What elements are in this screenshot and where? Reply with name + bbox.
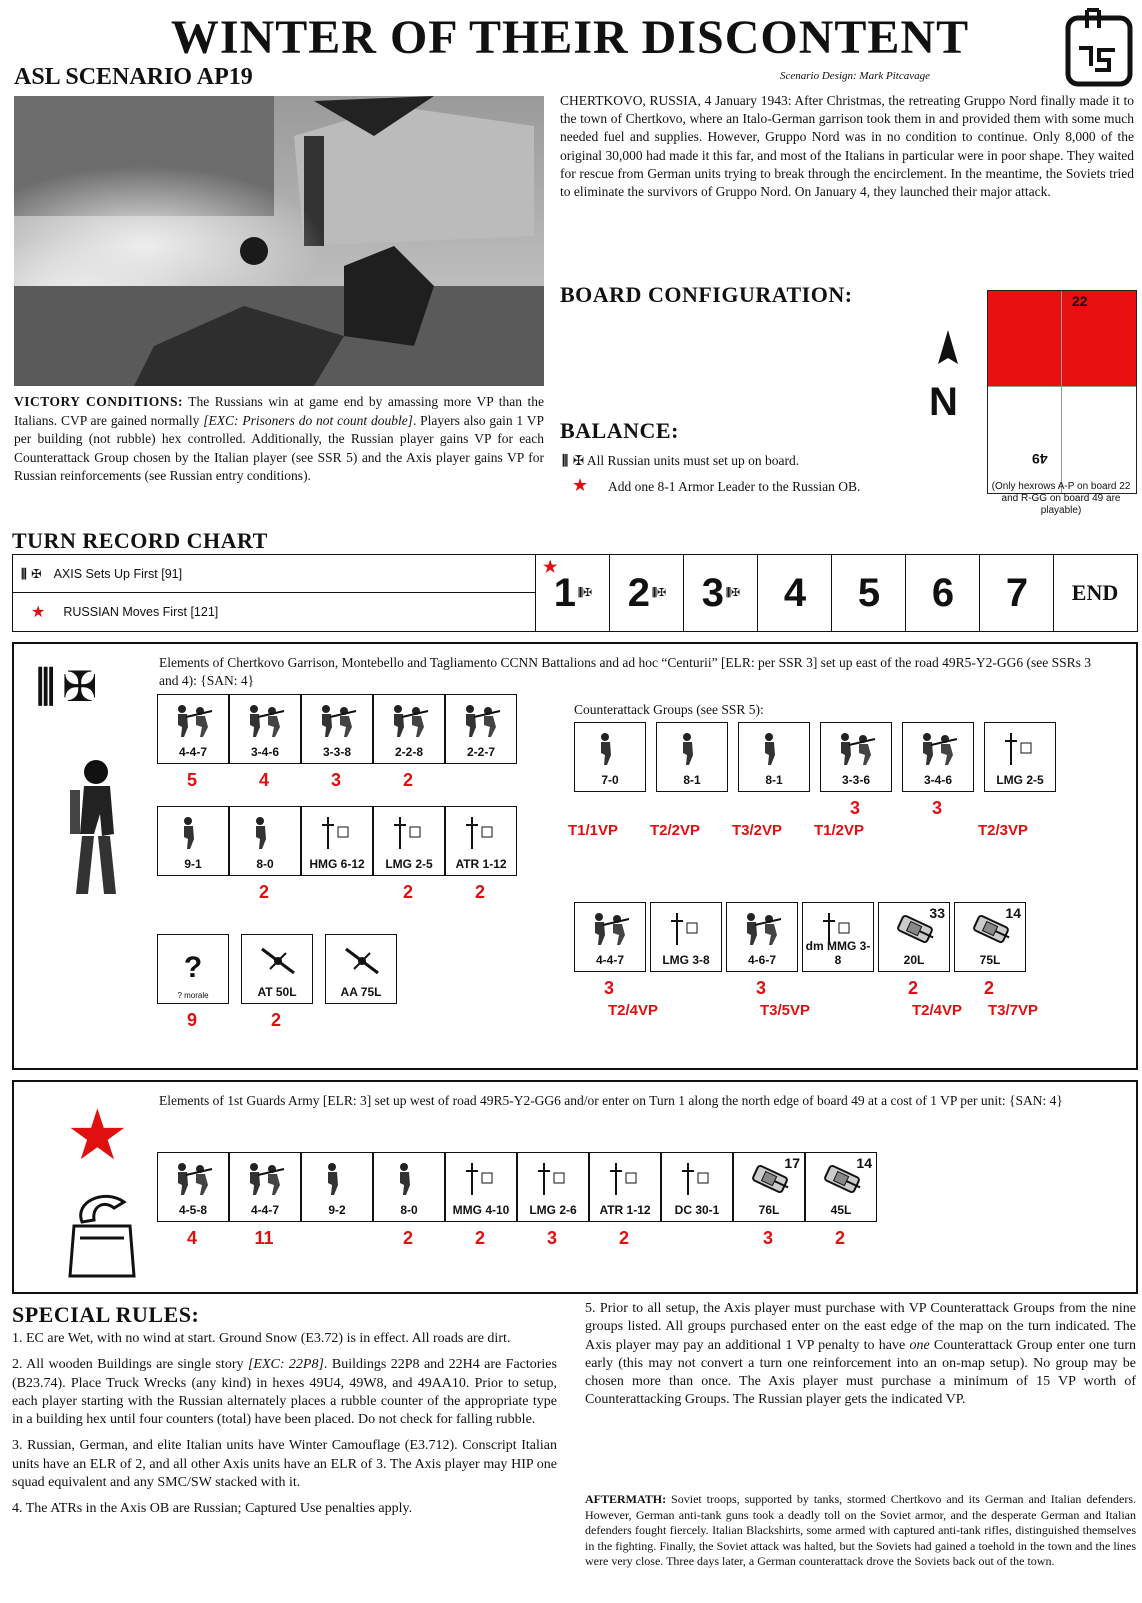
soldier-figure-icon [460, 703, 504, 739]
unit-counter [902, 722, 974, 792]
north-label: N [929, 380, 958, 424]
counter-quantity: 2 [402, 882, 413, 902]
turn-1: ★ 1 ⫼✠ [537, 555, 610, 631]
gun-icon [256, 943, 300, 979]
unit-counter [738, 722, 810, 792]
counter-vp: T2/2VP [650, 822, 701, 839]
counter-label: ? [183, 951, 203, 984]
counter-quantity: 2 [834, 1228, 845, 1248]
unit-counter [878, 902, 950, 972]
victory-conditions: VICTORY CONDITIONS: The Russians win at game end by amassing more VP than the Italians. CVP are gained normally [EXC: Prisoners do not count double]. Players also gain 1 VP per building (not rubble) hex controlled. Additionally, the Russian player gains VP for each Counterattack Group chosen by the Italian player (see SSR 5) and the Axis player gains VP for Russian reinforcements (see Russian entry conditions). [14, 394, 545, 483]
italian-soldier-icon [54, 754, 134, 904]
balance-axis: ⫼ ✠ All Russian units must set up on board. [562, 453, 800, 469]
axis-ob-header: Elements of Chertkovo Garrison, Montebello and Tagliamento CCNN Battalions and ad hoc “Centurii” [ELR: per SSR 3] set up east of the road 49R5-Y2-GG6 (see SSRs 3 and 4): {SAN: 4} [159, 655, 1092, 688]
turn-record-chart [12, 554, 1138, 632]
scenario-intro: CHERTKOVO, RUSSIA, 4 January 1943: After Christmas, the retreating Gruppo Nord finally made it to the town of Chertkovo, where an Italo-German garrison took them in and provided them with some much needed fuel and supplies. However, Gruppo Nord was in no condition to continue. Only 8,000 of the original 30,000 had made it this far, and most of the Italians in particular were in poor shape. They waited for rescue from German units trying to break through the encirclement. In the meantime, the Soviets tried to eliminate the survivors of Gruppo Nord. On January 4, they launched their major attack. [560, 93, 1134, 200]
scenario-title: WINTER OF THEIR DISCONTENT [170, 11, 970, 64]
leader-figure-icon [388, 1161, 432, 1197]
counter-sub-label: ? morale [177, 991, 209, 1000]
counter-quantity: 5 [186, 770, 197, 790]
leader-figure-icon [589, 731, 633, 767]
counter-label: ATR 1-12 [599, 1203, 651, 1217]
counter-label: 76L [758, 1203, 780, 1217]
ssr-5: 5. Prior to all setup, the Axis player must purchase with VP Counterattack Groups from the nine groups listed. All groups purchased enter on the east edge of the map on the turn indicated. The Axis player may pay an additional 1 VP penalty to have one Counterattack Group enter one turn early (this may not convert a turn one reinforcement into an on-map setup). No group may be chosen more than once. The Axis player must purchase a minimum of 15 VP worth of Counterattacking Groups. The Russian player gets the indicated VP. [585, 1301, 1137, 1408]
trc-heading: TURN RECORD CHART [12, 528, 268, 553]
counter-quantity: 3 [603, 978, 614, 998]
board-22-label: 22 [1072, 293, 1088, 309]
russian-ob-panel [12, 1080, 1138, 1294]
weapon-icon [388, 815, 432, 851]
counter-quantity: 2 [258, 882, 269, 902]
unit-counter [301, 694, 373, 764]
counter-label: 8-1 [765, 773, 783, 787]
leader-figure-icon [671, 731, 715, 767]
unit-counter [574, 722, 646, 792]
counter-label: AT 50L [257, 985, 297, 999]
unit-counter [301, 806, 373, 876]
counter-quantity: 2 [402, 770, 413, 790]
soldier-figure-icon [172, 1161, 216, 1197]
turn-5: 5 [833, 555, 906, 631]
counter-quantity: 2 [907, 978, 918, 998]
counter-label: 3-3-8 [322, 745, 351, 759]
unit-counter [373, 1152, 445, 1222]
russian-star-icon: ★ [31, 603, 46, 621]
counter-label: DC 30-1 [674, 1203, 720, 1217]
ssr-2: 2. All wooden Buildings are single story [EXC: 22P8]. Buildings 22P8 and 22H4 are Factories (B23.74). Place Truck Wrecks (any kind) in hexes 49U4, 49W8, and 49AA10. Prior to setup, each player starting with the Russian alternately places a rubble counter of the appropriate type in a building hex until four counters (total) have been placed. Do not check for falling rubble. [12, 1357, 557, 1428]
cag-heading: Counterattack Groups (see SSR 5): [574, 702, 764, 717]
weapon-icon [460, 815, 504, 851]
soldier-figure-icon [589, 911, 633, 947]
board-config-heading: BOARD CONFIGURATION: [560, 282, 853, 307]
counter-label: 4-4-7 [250, 1203, 279, 1217]
turn-3: 3 ⫼✠ [685, 555, 758, 631]
counter-vp: T1/1VP [568, 822, 619, 839]
counter-quantity: 4 [186, 1228, 197, 1248]
weapon-icon [532, 1161, 576, 1197]
soldier-figure-icon [172, 703, 216, 739]
counter-value: 17 [784, 1155, 800, 1171]
counter-label: 9-2 [328, 1203, 346, 1217]
weapon-icon [604, 1161, 648, 1197]
soldier-figure-icon [244, 703, 288, 739]
counter-label: dm MMG 3-8 [805, 939, 871, 967]
turn-6: 6 [907, 555, 980, 631]
soldier-figure-icon [316, 703, 360, 739]
counter-label: LMG 2-6 [529, 1203, 577, 1217]
counter-label: 8-0 [256, 857, 274, 871]
counter-quantity: 2 [474, 882, 485, 902]
leader-figure-icon [244, 815, 288, 851]
unit-counter [517, 1152, 589, 1222]
turn-2: 2 ⫼✠ [611, 555, 684, 631]
unit-counter [589, 1152, 661, 1222]
counter-label: 8-0 [400, 1203, 418, 1217]
ap-logo-icon [1065, 8, 1135, 88]
counter-value: 14 [856, 1155, 872, 1171]
axis-ob-panel [12, 642, 1138, 1070]
counter-vp: T3/7VP [988, 1002, 1039, 1019]
counter-label: HMG 6-12 [309, 857, 365, 871]
counter-quantity: 3 [330, 770, 341, 790]
counter-quantity: 9 [186, 1010, 197, 1030]
unit-counter [157, 934, 229, 1004]
designer-credit: Scenario Design: Mark Pitcavage [780, 70, 930, 82]
unit-counter [373, 694, 445, 764]
counter-label: 4-6-7 [747, 953, 776, 967]
board-note: (Only hexrows A-P on board 22 and R-GG on board 49 are playable) [991, 481, 1131, 516]
unit-counter [157, 1152, 229, 1222]
russian-star-icon: ★ [572, 475, 589, 495]
unit-counter [650, 902, 722, 972]
counter-label: ATR 1-12 [455, 857, 507, 871]
counter-label: LMG 2-5 [996, 773, 1044, 787]
unit-counter [820, 722, 892, 792]
counter-label: MMG 4-10 [452, 1203, 510, 1217]
weapon-icon [665, 911, 709, 947]
counter-label: 45L [830, 1203, 852, 1217]
axis-fasces-icon: ⫼ ✠ [36, 662, 94, 711]
gun-icon [340, 943, 384, 979]
axis-fasces-icon: ⫼ ✠ [562, 453, 585, 469]
trc-russian-row: ★ RUSSIAN Moves First [121] [31, 603, 219, 621]
unit-counter [445, 806, 517, 876]
balance-russian: ★ Add one 8-1 Armor Leader to the Russian OB. [572, 475, 861, 495]
balance-heading: BALANCE: [560, 418, 679, 443]
board-map [987, 290, 1137, 494]
counter-label: 2-2-8 [394, 745, 423, 759]
unit-counter [325, 934, 397, 1004]
soviet-helmet-icon [64, 1192, 144, 1282]
ssr-left [12, 1330, 557, 1519]
counter-label: 3-4-6 [923, 773, 952, 787]
board-22 [988, 291, 1136, 386]
turn-4: 4 [759, 555, 832, 631]
counter-label: 8-1 [683, 773, 701, 787]
axis-flags-icon: ⫼✠ [577, 586, 593, 599]
russian-ob-header: Elements of 1st Guards Army [ELR: 3] set up west of road 49R5-Y2-GG6 and/or enter on Turn 1 along the north edge of board 49 at a cost of 1 VP per unit: {SAN: 4} [159, 1093, 1063, 1108]
unit-counter [301, 1152, 373, 1222]
unit-counter [445, 1152, 517, 1222]
turn-end: END [1071, 580, 1119, 605]
unit-counter [984, 722, 1056, 792]
weapon-icon [460, 1161, 504, 1197]
counter-label: LMG 2-5 [385, 857, 433, 871]
unit-counter [802, 902, 874, 972]
counter-quantity: 3 [931, 798, 942, 818]
counter-quantity: 4 [258, 770, 269, 790]
ssr-heading: SPECIAL RULES: [12, 1302, 200, 1327]
russian-star-icon: ★ [66, 1098, 129, 1175]
unit-counter [241, 934, 313, 1004]
unit-counter [229, 1152, 301, 1222]
counter-quantity: 2 [402, 1228, 413, 1248]
counter-label: 4-5-8 [178, 1203, 207, 1217]
soldier-figure-icon [741, 911, 785, 947]
soldier-figure-icon [244, 1161, 288, 1197]
ssr-3: 3. Russian, German, and elite Italian units have Winter Camouflage (E3.712). Conscript Italian units have an ELR of 2, and all other Axis units have an ELR of 3. The Axis player may HIP one squad equivalent and any SMC/SW stacked with it. [12, 1438, 557, 1491]
counter-quantity: 2 [983, 978, 994, 998]
ssr-1: 1. EC are Wet, with no wind at start. Ground Snow (E3.72) is in effect. All roads are dirt. [12, 1331, 511, 1346]
unit-counter [954, 902, 1026, 972]
weapon-icon [999, 731, 1043, 767]
axis-flags-icon: ⫼ ✠ [21, 565, 42, 581]
ssr-4: 4. The ATRs in the Axis OB are Russian; Captured Use penalties apply. [12, 1501, 413, 1517]
soldier-figure-icon [835, 731, 879, 767]
leader-figure-icon [753, 731, 797, 767]
counter-vp: T2/4VP [912, 1002, 963, 1019]
unit-counter [157, 694, 229, 764]
weapon-icon [676, 1161, 720, 1197]
unit-counter [157, 806, 229, 876]
counter-label: 2-2-7 [466, 745, 495, 759]
unit-counter [661, 1152, 733, 1222]
counter-quantity: 3 [546, 1228, 557, 1248]
counter-value: 14 [1005, 905, 1021, 921]
counter-vp: T2/3VP [978, 822, 1029, 839]
counter-label: 75L [979, 953, 1001, 967]
counter-vp: T1/2VP [814, 822, 865, 839]
soldier-figure-icon [917, 731, 961, 767]
trc-axis-row: ⫼ ✠ AXIS Sets Up First [91] [13, 555, 535, 593]
counter-label: 9-1 [184, 857, 202, 871]
counter-label: AA 75L [340, 985, 382, 999]
counter-label: 4-4-7 [178, 745, 207, 759]
counter-vp: T3/2VP [732, 822, 783, 839]
counter-quantity: 3 [755, 978, 766, 998]
unit-counter [733, 1152, 805, 1222]
counter-quantity: 2 [270, 1010, 281, 1030]
counter-label: LMG 3-8 [662, 953, 710, 967]
counter-label: 7-0 [601, 773, 619, 787]
counter-quantity: 3 [762, 1228, 773, 1248]
turn-7: 7 [981, 555, 1054, 631]
historical-photo [14, 96, 544, 386]
soldier-figure-icon [388, 703, 432, 739]
leader-figure-icon [172, 815, 216, 851]
counter-label: 4-4-7 [595, 953, 624, 967]
scenario-id: ASL SCENARIO AP19 [14, 64, 253, 90]
russian-star-icon: ★ [543, 559, 558, 576]
unit-counter [805, 1152, 877, 1222]
counter-label: 3-3-6 [841, 773, 870, 787]
counter-quantity: 11 [254, 1228, 274, 1248]
leader-figure-icon [316, 1161, 360, 1197]
unit-counter [229, 806, 301, 876]
unit-counter [726, 902, 798, 972]
counter-quantity: 3 [849, 798, 860, 818]
counter-quantity: 2 [618, 1228, 629, 1248]
unit-counter [574, 902, 646, 972]
counter-vp: T3/5VP [760, 1002, 811, 1019]
counter-value: 33 [929, 905, 945, 921]
counter-vp: T2/4VP [608, 1002, 659, 1019]
unit-counter [445, 694, 517, 764]
unit-counter [373, 806, 445, 876]
board-49-label: 49 [1032, 451, 1048, 467]
counter-label: 3-4-6 [250, 745, 279, 759]
axis-flags-icon: ⫼✠ [651, 586, 667, 599]
axis-flags-icon: ⫼✠ [725, 586, 741, 599]
counter-quantity: 2 [474, 1228, 485, 1248]
unit-counter [229, 694, 301, 764]
weapon-icon [316, 815, 360, 851]
counter-label: 20L [903, 953, 925, 967]
aftermath: AFTERMATH: Soviet troops, supported by tanks, stormed Chertkovo and its German and Italian defenders. However, German anti-tank guns took a deadly toll on the Soviet armor, and the desperate German and Italian defenders fought fiercely. Italian Blackshirts, some armed with captured anti-tank rifles, distinguished themselves in the fighting. Finally, the Soviet attack was halted, but the Soviets had gained a toehold in the town and the lines were very close. Three days later, a German counterattack drove the Soviets back out of the town. [585, 1492, 1136, 1568]
unit-counter [656, 722, 728, 792]
